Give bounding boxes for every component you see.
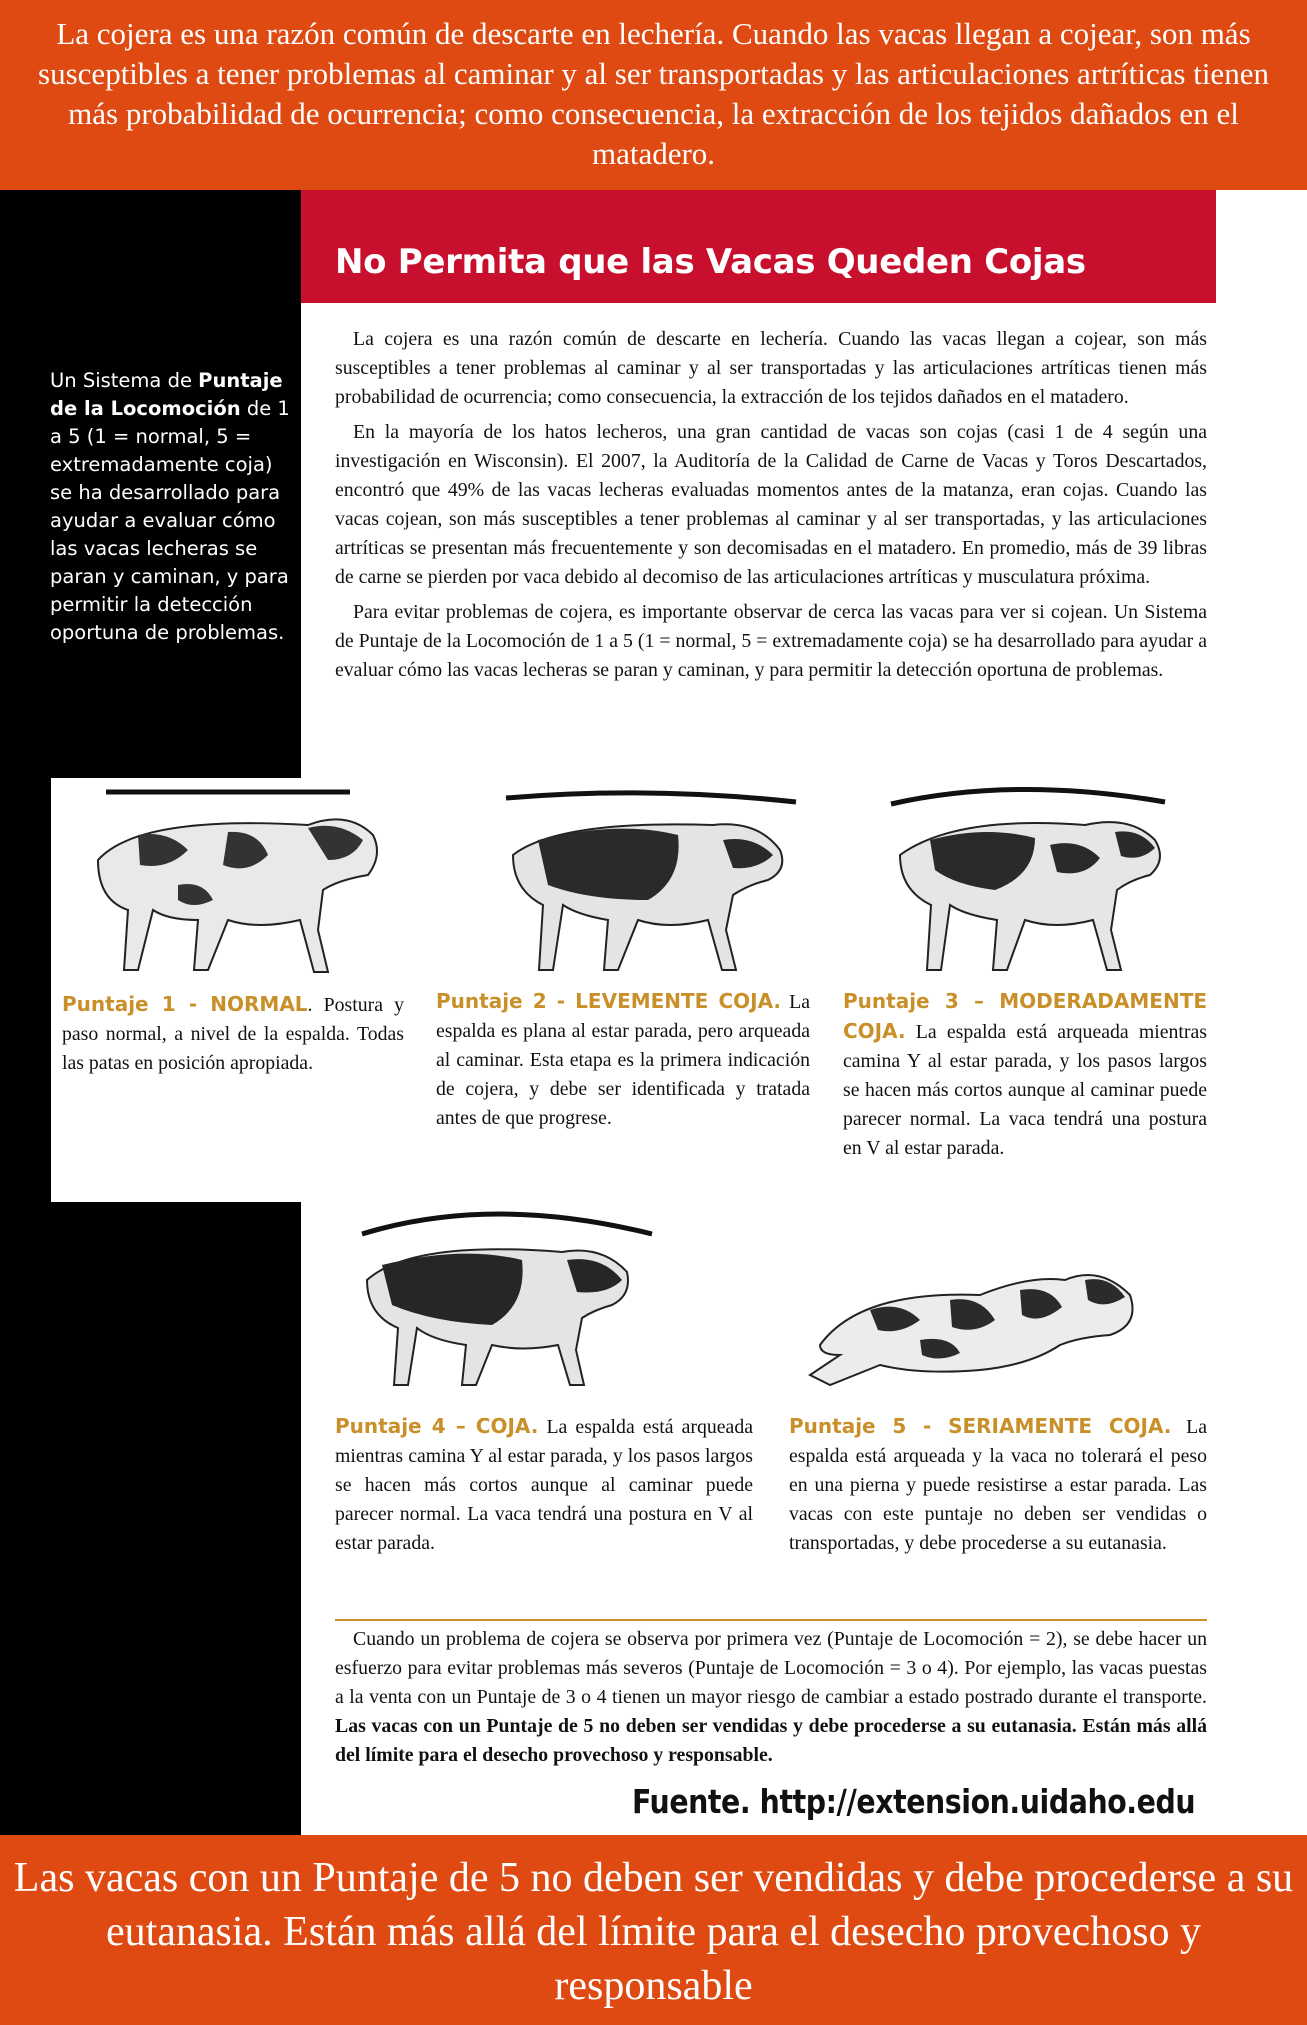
source-credit: Fuente. http://extension.uidaho.edu bbox=[632, 1782, 1196, 1821]
score-1-caption: Puntaje 1 - NORMAL. Postura y paso normal, a nivel de la espalda. Todas las patas en posición apropiada. bbox=[62, 992, 404, 1074]
sidebar-bold: Puntaje de la Locomoción bbox=[50, 369, 283, 420]
page-title: No Permita que las Vacas Queden Cojas bbox=[335, 242, 1086, 282]
score-2-caption: Puntaje 2 - LEVEMENTE COJA. La espalda es plana al estar parada, pero arqueada al caminar. Esta etapa es la primera indicación de cojera, y debe ser identificada y tratada antes de que progrese. bbox=[436, 989, 810, 1129]
cow-illustration-5 bbox=[800, 1235, 1150, 1405]
paragraph-3: Para evitar problemas de cojera, es importante observar de cerca las vacas para ver si cojean. Un Sistema de Puntaje de la Locomoción de 1 a 5 (1 = normal, 5 = extremadamente coja) se ha desarrollado para ayudar a evaluar cómo las vacas lecheras se paran y caminan, y para permitir la detección oportuna de problemas. bbox=[335, 601, 1207, 681]
closing-paragraph: Cuando un problema de cojera se observa por primera vez (Puntaje de Locomoción = 2), se debe hacer un esfuerzo para evitar problemas más severos (Puntaje de Locomoción = 3 o 4). Por ejemplo, las vacas puestas a la venta con un Puntaje de 3 o 4 tienen un mayor riesgo de cambiar a estado postrado durante el transporte. Las vacas con un Puntaje de 5 no deben ser vendidas y debe procederse a su eutanasia. Están más allá del límite para el desecho provechoso y responsable. bbox=[335, 1628, 1207, 1766]
cow-illustration-3 bbox=[885, 780, 1185, 980]
score-5-label: Puntaje 5 - SERIAMENTE COJA. bbox=[789, 1414, 1172, 1438]
paragraph-1: La cojera es una razón común de descarte en lechería. Cuando las vacas llegan a cojear, son más susceptibles a tener problemas al caminar y al ser transportadas y las articulaciones artríticas tienen más probabilidad de ocurrencia; como consecuencia, la extracción de los tejidos dañados en el matadero. bbox=[335, 328, 1207, 408]
score-3-caption: Puntaje 3 – MODERADAMENTE COJA. La espalda está arqueada mientras camina Y al estar parada, y los pasos largos se hacen más cortos aunque al caminar puede parecer normal. La vaca tendrá una postura en V al estar parada. bbox=[843, 989, 1207, 1159]
score-2-label: Puntaje 2 - LEVEMENTE COJA. bbox=[436, 989, 782, 1013]
bottom-banner: Las vacas con un Puntaje de 5 no deben ser vendidas y debe procederse a su eutanasia. Están más allá del límite para el desecho provechoso y responsable bbox=[0, 1835, 1307, 2025]
page-header bbox=[301, 190, 1216, 303]
top-banner: La cojera es una razón común de descarte en lechería. Cuando las vacas llegan a cojear, son más susceptibles a tener problemas al caminar y al ser transportadas y las articulaciones artríticas tienen más probabilidad de ocurrencia; como consecuencia, la extracción de los tejidos dañados en el matadero. bbox=[0, 0, 1307, 190]
cow-illustration-2 bbox=[498, 780, 808, 980]
cow-illustration-1 bbox=[78, 780, 408, 980]
score-1-label: Puntaje 1 - NORMAL bbox=[62, 992, 308, 1016]
score-3-label: Puntaje 3 – MODERADAMENTE COJA. bbox=[843, 989, 1207, 1043]
closing-emphasis: Las vacas con un Puntaje de 5 no deben ser vendidas y debe procederse a su eutanasia. Están más allá del límite para el desecho provechoso y responsable. bbox=[335, 1715, 1207, 1766]
paragraph-2: En la mayoría de los hatos lecheros, una gran cantidad de vacas son cojas (casi 1 de 4 según una investigación en Wisconsin). El 2007, la Auditoría de la Calidad de Carne de Vacas y Toros Descartados, encontró que 49% de las vacas lecheras evaluadas momentos antes de la matanza, eran cojas. Cuando las vacas cojean, son más susceptibles a tener problemas al caminar y al ser transportadas, y las articulaciones artríticas se presentan más frecuentemente y son decomisadas en el matadero. En promedio, más de 39 libras de carne se pierden por vaca debido al decomiso de las articulaciones artríticas y musculatura próxima. bbox=[335, 421, 1207, 588]
section-divider bbox=[335, 1619, 1207, 1621]
right-margin-strip bbox=[1216, 190, 1307, 1835]
score-5-caption: Puntaje 5 - SERIAMENTE COJA. La espalda está arqueada y la vaca no tolerará el peso en una pierna y puede resistirse a estar parada. Las vacas con este puntaje no deben ser vendidas o transportadas, y debe procederse a su eutanasia. bbox=[789, 1414, 1208, 1554]
article-body bbox=[335, 325, 1207, 691]
score-4-label: Puntaje 4 – COJA. bbox=[335, 1414, 539, 1438]
score-4-caption: Puntaje 4 – COJA. La espalda está arqueada mientras camina Y al estar parada, y los pasos largos se hacen más cortos aunque al caminar puede parecer normal. La vaca tendrá una postura en V al estar parada. bbox=[335, 1414, 754, 1554]
cow-illustration-4 bbox=[352, 1200, 662, 1390]
sidebar-text: Un Sistema de Puntaje de la Locomoción de 1 a 5 (1 = normal, 5 = extremadamente coja) se ha desarrollado para ayudar a evaluar cómo las vacas lecheras se paran y caminan, y para permitir la detección oportuna de problemas. bbox=[50, 369, 290, 644]
